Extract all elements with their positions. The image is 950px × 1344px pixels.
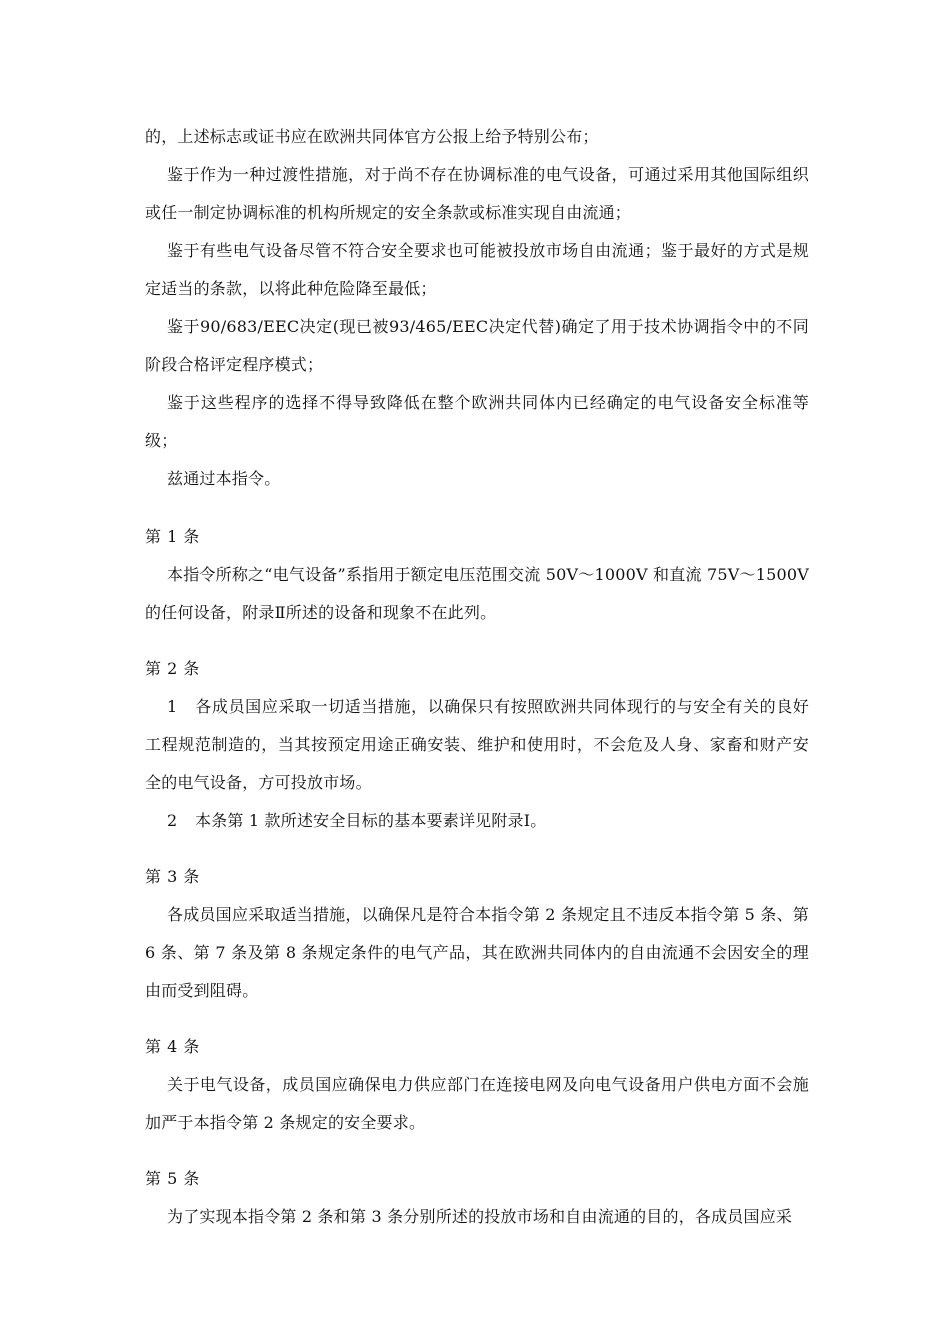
preamble-paragraph: 鉴于90/683/EEC决定(现已被93/465/EEC决定代替)确定了用于技术协调指令中的不同阶段合格评定程序模式； — [145, 317, 809, 374]
article-heading: 第 4 条 — [145, 1037, 200, 1056]
preamble-continuation: 的，上述标志或证书应在欧洲共同体官方公报上给予特别公布； — [145, 127, 599, 146]
article-text: 各成员国应采取适当措施，以确保凡是符合本指令第 2 条规定且不违反本指令第 5 条、第 6 条、第 7 条及第 8 条规定条件的电气产品，其在欧洲共同体内的自由流通不会因安全的理由而受到阻碍。 — [145, 905, 809, 1000]
item-text: 本条第 1 款所述安全目标的基本要素详见附录Ⅰ。 — [195, 811, 547, 830]
article-heading: 第 1 条 — [145, 527, 200, 546]
article-item — [145, 802, 809, 840]
article-heading: 第 3 条 — [145, 867, 200, 886]
preamble-paragraph: 鉴于这些程序的选择不得导致降低在整个欧洲共同体内已经确定的电气设备安全标准等级； — [145, 393, 809, 450]
article-1 — [145, 518, 809, 632]
article-5 — [145, 1160, 809, 1236]
item-number: 2 — [167, 811, 178, 830]
item-number: 1 — [167, 697, 178, 716]
article-text: 关于电气设备，成员国应确保电力供应部门在连接电网及向电气设备用户供电方面不会施加严于本指令第 2 条规定的安全要求。 — [145, 1075, 809, 1132]
article-2 — [145, 650, 809, 840]
article-item — [145, 688, 809, 802]
article-heading: 第 5 条 — [145, 1169, 200, 1188]
item-text: 各成员国应采取一切适当措施，以确保只有按照欧洲共同体现行的与安全有关的良好工程规范制造的，当其按预定用途正确安装、维护和使用时，不会危及人身、家畜和财产安全的电气设备，方可投放市场。 — [145, 697, 809, 792]
document-page — [145, 118, 809, 1236]
article-heading: 第 2 条 — [145, 659, 200, 678]
enactment-clause: 兹通过本指令。 — [167, 469, 281, 488]
article-4 — [145, 1028, 809, 1142]
preamble-paragraph: 鉴于作为一种过渡性措施，对于尚不存在协调标准的电气设备，可通过采用其他国际组织或任一制定协调标准的机构所规定的安全条款或标准实现自由流通； — [145, 165, 809, 222]
article-3 — [145, 858, 809, 1010]
preamble-paragraph: 鉴于有些电气设备尽管不符合安全要求也可能被投放市场自由流通；鉴于最好的方式是规定适当的条款，以将此种危险降至最低； — [145, 241, 809, 298]
article-text: 为了实现本指令第 2 条和第 3 条分别所述的投放市场和自由流通的目的，各成员国应采 — [167, 1207, 793, 1226]
article-text: 本指令所称之“电气设备”系指用于额定电压范围交流 50V～1000V 和直流 75V～1500V 的任何设备，附录Ⅱ所述的设备和现象不在此列。 — [145, 565, 809, 622]
